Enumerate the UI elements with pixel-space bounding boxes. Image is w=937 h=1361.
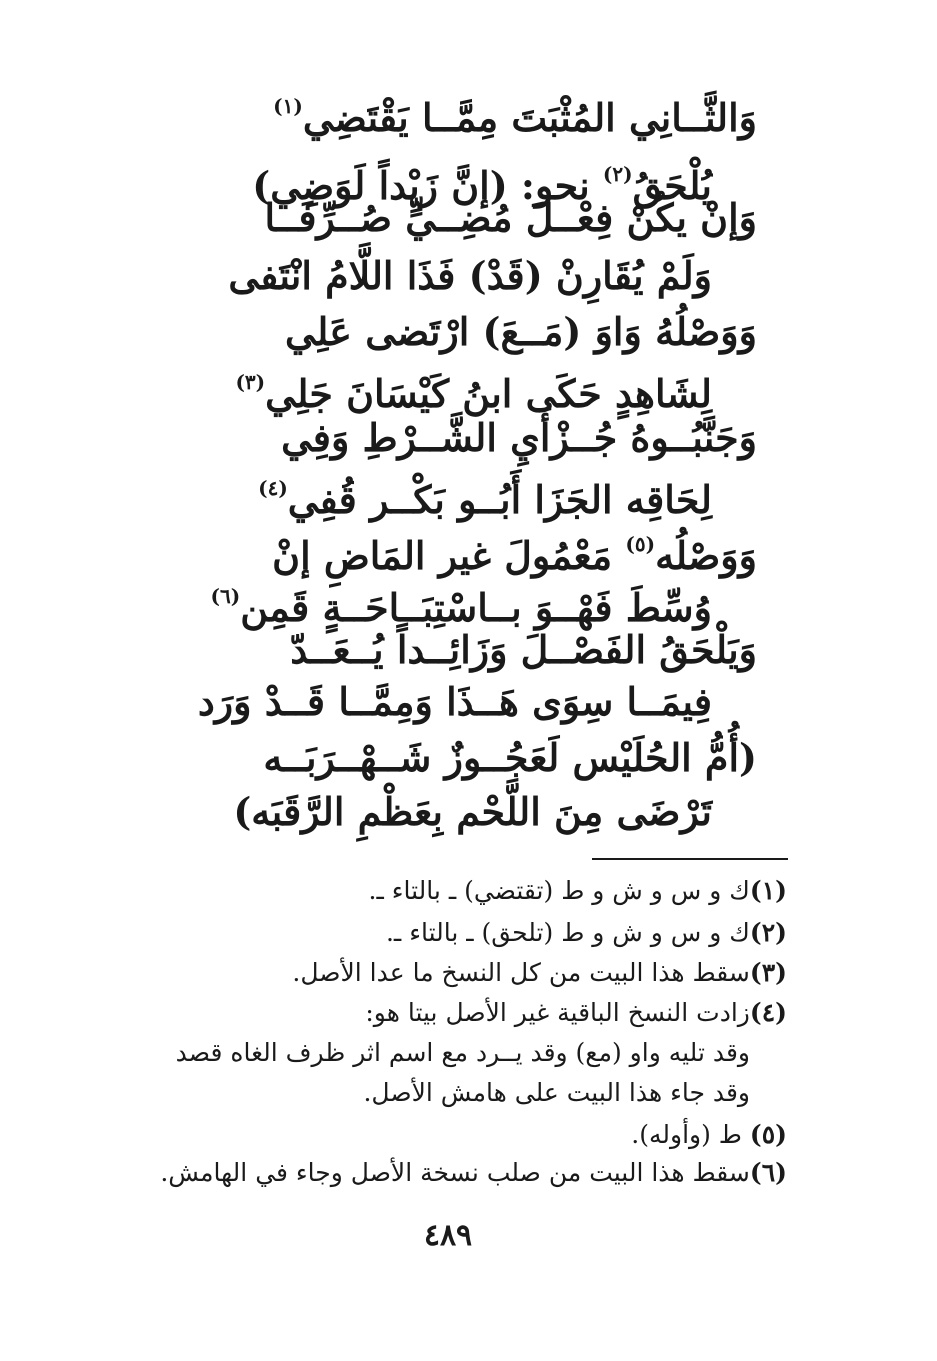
footnote-marker: (٦) <box>210 584 241 608</box>
verse-line-9 <box>272 522 757 578</box>
footnote-number: (١) <box>749 876 787 905</box>
footnote-marker: (٥) <box>625 532 656 556</box>
footnote-marker: (١) <box>273 94 303 118</box>
verse-line-8 <box>258 466 712 522</box>
footnote-number: (٦) <box>749 1158 787 1187</box>
footnote-text: ط (وأوله). <box>631 1120 750 1149</box>
verse-text-after: مَعْمُولَ غير المَاضِ إنْ <box>272 533 626 578</box>
footnote-text: سقط هذا البيت من كل النسخ ما عدا الأصل. <box>292 958 750 987</box>
footnote-3 <box>292 958 787 988</box>
verse-line-11 <box>290 628 757 672</box>
verse-line-5 <box>285 310 757 354</box>
verse-text: وَجَنَّبُــوهُ جُــزْأَيِ الشَّــرْطِ وَفِي <box>281 415 757 460</box>
footnote-text: زادت النسخ الباقية غير الأصل بيتا هو: <box>365 998 750 1027</box>
verse-line-13 <box>263 736 757 780</box>
footnote-4-continuation <box>363 1078 750 1108</box>
verse-text: يُلْحَقُ <box>632 163 712 208</box>
footnote-text: سقط هذا البيت من صلب نسخة الأصل وجاء في الهامش. <box>160 1158 750 1187</box>
footnote-text: وقد جاء هذا البيت على هامش الأصل. <box>363 1078 750 1107</box>
verse-line-10 <box>211 574 712 630</box>
footnote-text: ك و س و ش و ط (تقتضي) ـ بالتاء ـ. <box>368 876 750 905</box>
footnote-marker: (٤) <box>258 476 288 500</box>
verse-text: وَلَمْ يُقَارِنْ (قَدْ) فَذَا اللَّامُ انْتَفى <box>228 253 712 298</box>
footnote-number: (٤) <box>749 998 787 1027</box>
footnote-text: ك و س و ش و ط (تلحق) ـ بالتاء ـ. <box>385 918 750 947</box>
verse-text: لِحَاقِه الجَزَا أَبُــو بَكْــر قُفِي <box>287 477 712 522</box>
footnote-marker: (٢) <box>602 162 633 186</box>
verse-text: فِيمَــا سِوَى هَــذَا وَمِمَّــا قَــدْ وَرَد <box>197 679 712 724</box>
verse-text: تَرْضَى مِنَ اللَّحْم بِعَظْمِ الرَّقَبَه) <box>233 789 712 834</box>
verse-text: (أُمُّ الحُلَيْس لَعَجُــوزٌ شَــهْــرَبَــه <box>263 735 757 780</box>
footnote-number: (٣) <box>749 958 787 987</box>
footnote-6 <box>160 1158 787 1188</box>
verse-line-1 <box>273 84 757 140</box>
verse-line-12 <box>198 680 712 724</box>
footnote-2 <box>386 918 787 948</box>
verse-text-after: نحو: (إنَّ زَيْداً لَوَضِي) <box>252 163 603 208</box>
verse-line-3 <box>264 196 757 240</box>
footnote-number: (٥) <box>749 1120 787 1149</box>
verse-text: وَإنْ يكُنْ فِعْــلَ مُضِــيٍّ صُــرِّفَــا <box>264 195 757 240</box>
footnote-4 <box>365 998 787 1028</box>
footnote-5 <box>631 1120 787 1150</box>
page-number: ٤٨٩ <box>423 1218 473 1253</box>
footnote-marker: (٣) <box>235 370 266 394</box>
footnote-4-verse <box>176 1038 750 1068</box>
footnote-number: (٢) <box>749 918 787 947</box>
verse-text: لِشَاهِدٍ حَكَى ابنُ كَيْسَانَ جَلِي <box>265 371 712 416</box>
verse-text: وَيَلْحَقُ الفَصْــلَ وَزَائِــداً يُــعَــدّ <box>290 627 757 672</box>
verse-line-6 <box>235 360 712 416</box>
verse-line-14 <box>233 790 712 834</box>
verse-line-7 <box>281 416 757 460</box>
footnote-separator <box>592 858 788 860</box>
verse-line-4 <box>228 254 712 298</box>
verse-text: وَالثَّــانِي المُثْبَتَ مِمَّــا يَقْتَضِي <box>302 95 757 140</box>
verse-text: وُسِّطَ فَهْــوَ بــاسْتِبَــاحَــةٍ قَمِن <box>240 585 712 630</box>
verse-text: وَوَصْلُهُ وَاوَ (مَــعَ) ارْتَضى عَلِي <box>285 309 757 354</box>
footnote-1 <box>369 876 787 906</box>
footnote-text: وقد تليه واو (مع) وقد يــرد مع اسم اثر ظرف الغاه قصد <box>175 1038 750 1067</box>
verse-text: وَوَصْلُه <box>655 533 757 578</box>
